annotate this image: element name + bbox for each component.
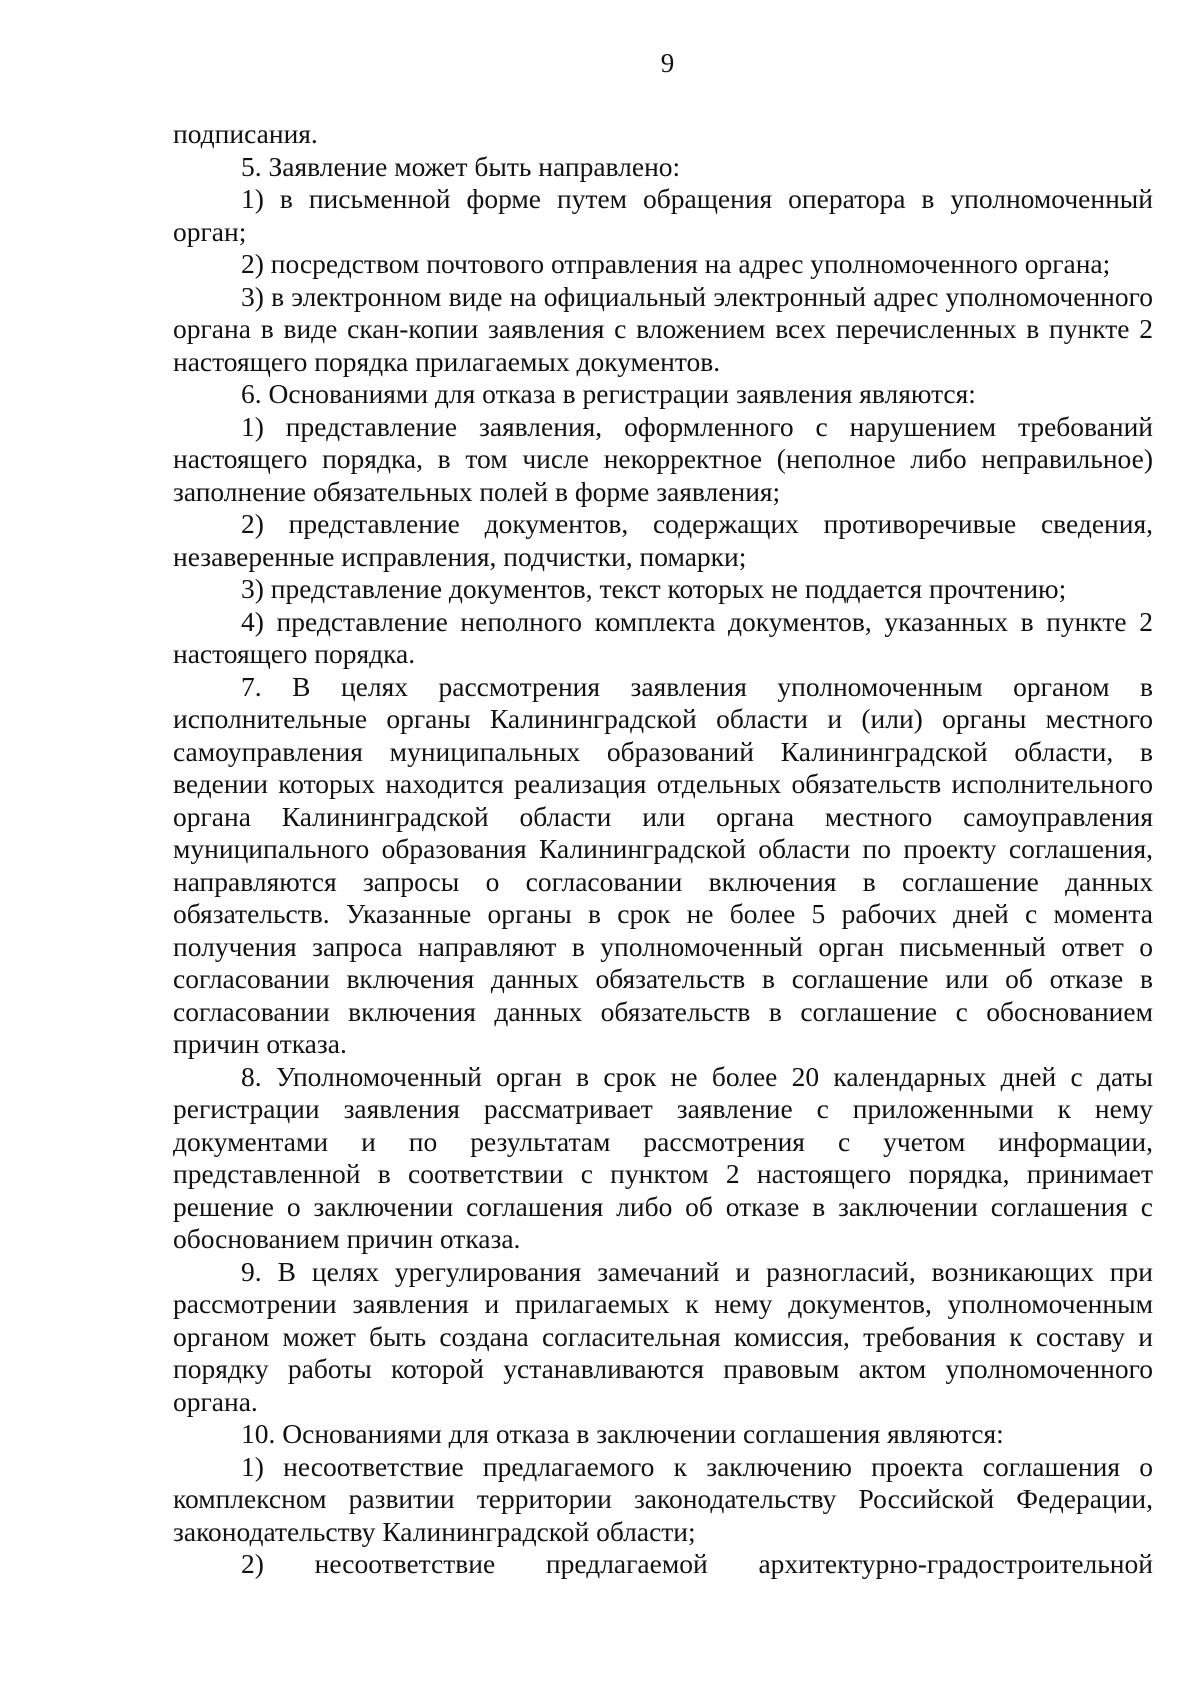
- paragraph-continuation: подписания.: [173, 118, 318, 149]
- paragraph-item-6-4: 4) представление неполного комплекта документов, указанных в пункте 2 настоящего порядка.: [173, 605, 1153, 669]
- page-number: 9: [660, 48, 675, 78]
- paragraph-item-7: 7. В целях рассмотрения заявления уполномоченным органом в исполнительные органы Калининградской области и (или) органы местного самоуправления муниципальных образований Калининградской области, в ведении которых находится реализация отдельных обязательств исполнительного органа Калининградской области или органа местного самоуправления муниципального образования Калининградской области по проекту соглашения, направляются запросы о согласовании включения в соглашение данных обязательств. Указанные органы в срок не более 5 рабочих дней с момента получения запроса направляют в уполномоченный орган письменный ответ о согласовании включения данных обязательств в соглашение или об отказе в согласовании включения данных обязательств в соглашение с обоснованием причин отказа.: [173, 670, 1153, 1059]
- paragraph-item-10: 10. Основаниями для отказа в заключении соглашения являются:: [241, 1418, 1004, 1449]
- paragraph-item-6-2: 2) представление документов, содержащих противоречивые сведения, незаверенные исправления, подчистки, помарки;: [173, 508, 1153, 572]
- paragraph-item-10-2: 2) несоответствие предлагаемой архитектурно-градостроительной: [241, 1548, 1153, 1579]
- paragraph-item-6-1: 1) представление заявления, оформленного с нарушением требований настоящего порядка, в том числе некорректное (неполное либо неправильное) заполнение обязательных полей в форме заявления;: [173, 410, 1153, 507]
- document-body: [173, 118, 1153, 1581]
- paragraph-item-6-3: 3) представление документов, текст которых не поддается прочтению;: [241, 573, 1067, 604]
- paragraph-item-8: 8. Уполномоченный орган в срок не более 20 календарных дней с даты регистрации заявления рассматривает заявление с приложенными к нему документами и по результатам рассмотрения с учетом информации, представленной в соответствии с пунктом 2 настоящего порядка, принимает решение о заключении соглашения либо об отказе в заключении соглашения с обоснованием причин отказа.: [173, 1060, 1153, 1254]
- paragraph-item-5: 5. Заявление может быть направлено:: [241, 150, 681, 182]
- paragraph-item-5-2: 2) посредством почтового отправления на адрес уполномоченного органа;: [241, 248, 1111, 279]
- paragraph-item-5-3: 3) в электронном виде на официальный электронный адрес уполномоченного органа в виде скан-копии заявления с вложением всех перечисленных в пункте 2 настоящего порядка прилагаемых документов.: [173, 280, 1153, 377]
- paragraph-item-6: 6. Основаниями для отказа в регистрации заявления являются:: [241, 378, 976, 409]
- paragraph-item-10-1: 1) несоответствие предлагаемого к заключению проекта соглашения о комплексном развитии территории законодательству Российской Федерации, законодательству Калининградской области;: [173, 1450, 1153, 1547]
- paragraph-item-5-1: 1) в письменной форме путем обращения оператора в уполномоченный орган;: [173, 183, 1153, 247]
- paragraph-item-9: 9. В целях урегулирования замечаний и разногласий, возникающих при рассмотрении заявления и прилагаемых к нему документов, уполномоченным органом может быть создана согласительная комиссия, требования к составу и порядку работы которой устанавливаются правовым актом уполномоченного органа.: [173, 1255, 1153, 1417]
